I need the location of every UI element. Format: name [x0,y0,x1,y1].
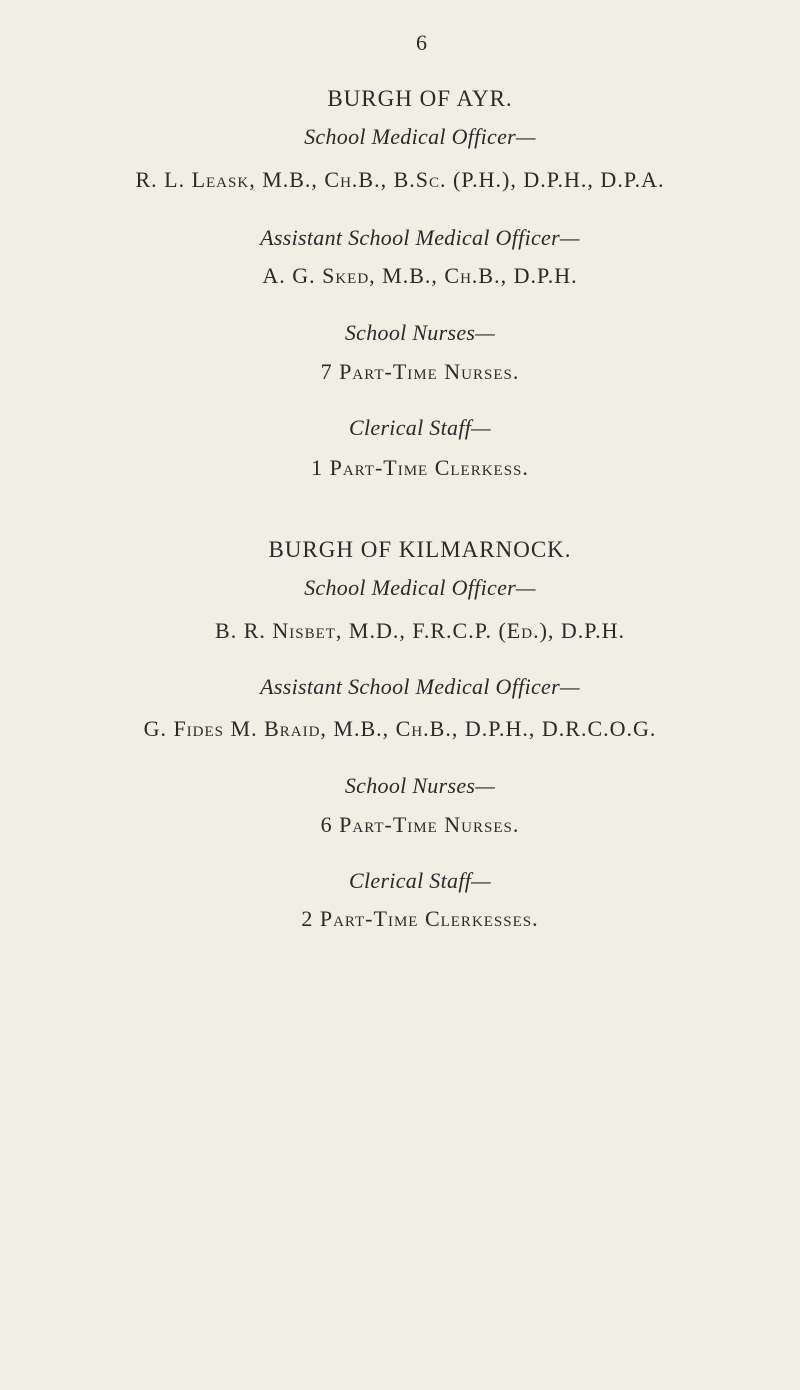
role-title: Assistant School Medical Officer— [260,674,580,699]
role-holder: G. Fides M. Braid, M.B., Ch.B., D.P.H., D.R.C.O.G. [143,716,657,741]
role-holder: R. L. Leask, M.B., Ch.B., B.Sc. (P.H.), D.P.H., D.P.A. [135,167,665,192]
section-heading: BURGH OF KILMARNOCK. [268,537,572,562]
role-title: Assistant School Medical Officer— [260,225,580,250]
role-holder: 7 Part-Time Nurses. [320,359,520,384]
role-holder: B. R. Nisbet, M.D., F.R.C.P. (Ed.), D.P.H. [215,618,625,643]
role-title: Clerical Staff— [349,415,491,440]
role-title: School Medical Officer— [304,124,536,149]
role-title: School Nurses— [344,320,496,345]
page-number: 6 [416,30,428,55]
role-holder: 1 Part-Time Clerkess. [311,455,529,480]
role-holder: 6 Part-Time Nurses. [320,812,520,837]
role-title: School Nurses— [344,773,496,798]
section-heading: BURGH OF AYR. [327,86,513,111]
role-title: School Medical Officer— [304,575,536,600]
role-holder: 2 Part-Time Clerkesses. [301,906,539,931]
role-title: Clerical Staff— [349,868,491,893]
role-holder: A. G. Sked, M.B., Ch.B., D.P.H. [262,263,578,288]
